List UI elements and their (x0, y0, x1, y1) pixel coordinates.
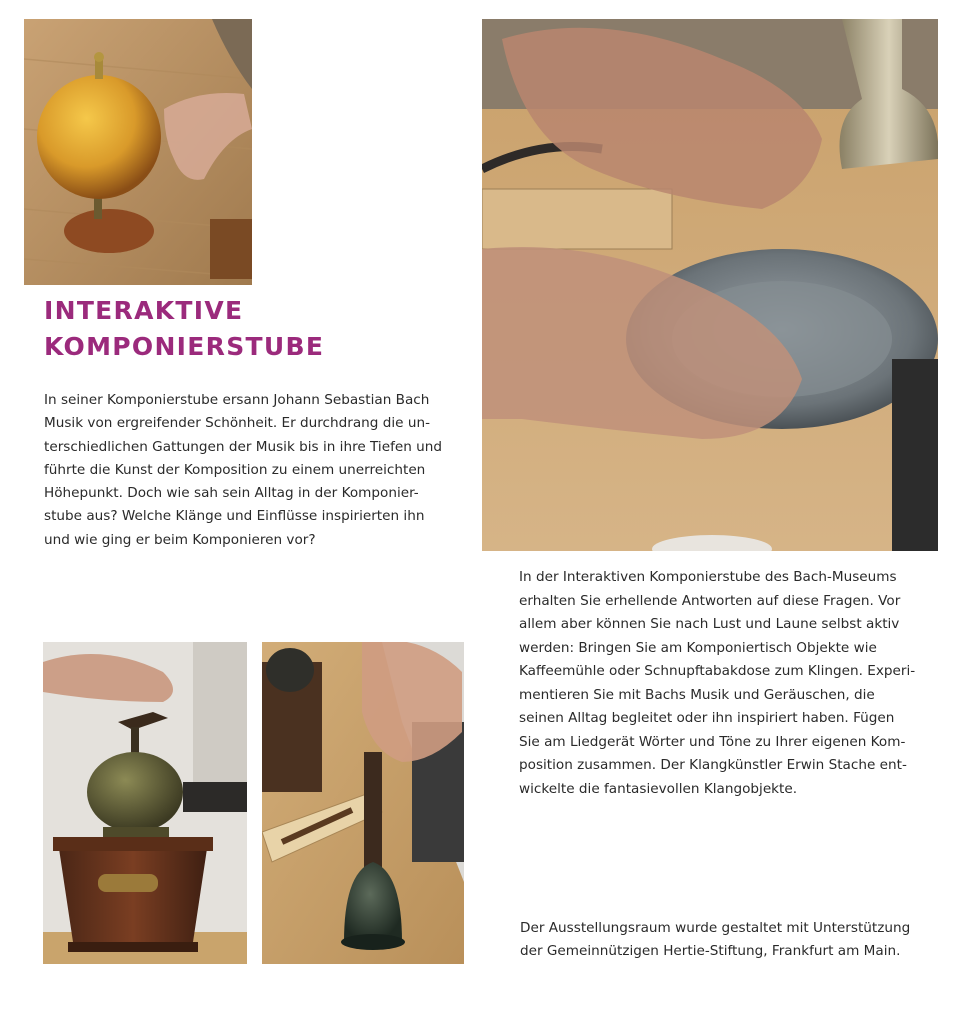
photo-pewter-plate (482, 19, 938, 551)
body-paragraph (519, 566, 929, 801)
intro-line: und wie ging er beim Komponieren vor? (44, 531, 316, 548)
intro-paragraph (44, 389, 444, 552)
credit-line: Der Ausstellungsraum wurde gestaltet mit Unterstützung (520, 920, 911, 936)
title-line-1: INTERAKTIVE (44, 296, 244, 325)
intro-line: In seiner Komponierstube ersann Johann Sebastian Bach (44, 392, 430, 408)
body-line: position zusammen. Der Klangkünstler Erwin Stache ent- (519, 757, 907, 773)
body-line: mentieren Sie mit Bachs Musik und Geräuschen, die (519, 686, 875, 703)
intro-line: Höhepunkt. Doch wie sah sein Alltag in der Komponier- (44, 485, 419, 502)
intro-line: terschiedlichen Gattungen der Musik bis in ihre Tiefen und (44, 438, 443, 455)
body-line: In der Interaktiven Komponierstube des Bach-Museums (519, 569, 897, 585)
body-line: seinen Alltag begleitet oder ihn inspiriert haben. Fügen (519, 710, 895, 726)
body-line: Sie am Liedgerät Wörter und Töne zu Ihrer eigenen Kom- (519, 733, 906, 750)
intro-line: stube aus? Welche Klänge und Einflüsse inspirierten ihn (44, 508, 425, 525)
intro-line: Musik von ergreifender Schönheit. Er durchdrang die un- (44, 415, 430, 432)
title-line-2: KOMPONIERSTUBE (44, 332, 325, 361)
body-line: werden: Bringen Sie am Komponiertisch Objekte wie (519, 639, 877, 656)
credit-line: der Gemeinnützigen Hertie-Stiftung, Frankfurt am Main. (520, 942, 901, 959)
body-line: erhalten Sie erhellende Antworten auf diese Fragen. Vor (519, 592, 901, 609)
photo-globe-object (24, 19, 252, 285)
body-line: wickelte die fantasievollen Klangobjekte. (519, 780, 798, 797)
body-line: Kaffeemühle oder Schnupftabakdose zum Klingen. Experi- (519, 663, 916, 679)
intro-line: führte die Kunst der Komposition zu einem unerreichten (44, 461, 426, 478)
photo-coffee-grinder (43, 642, 247, 964)
page-title (44, 293, 324, 365)
credit-note (520, 917, 930, 962)
photo-hand-bell (262, 642, 464, 964)
body-line: allem aber können Sie nach Lust und Laune selbst aktiv (519, 616, 900, 632)
